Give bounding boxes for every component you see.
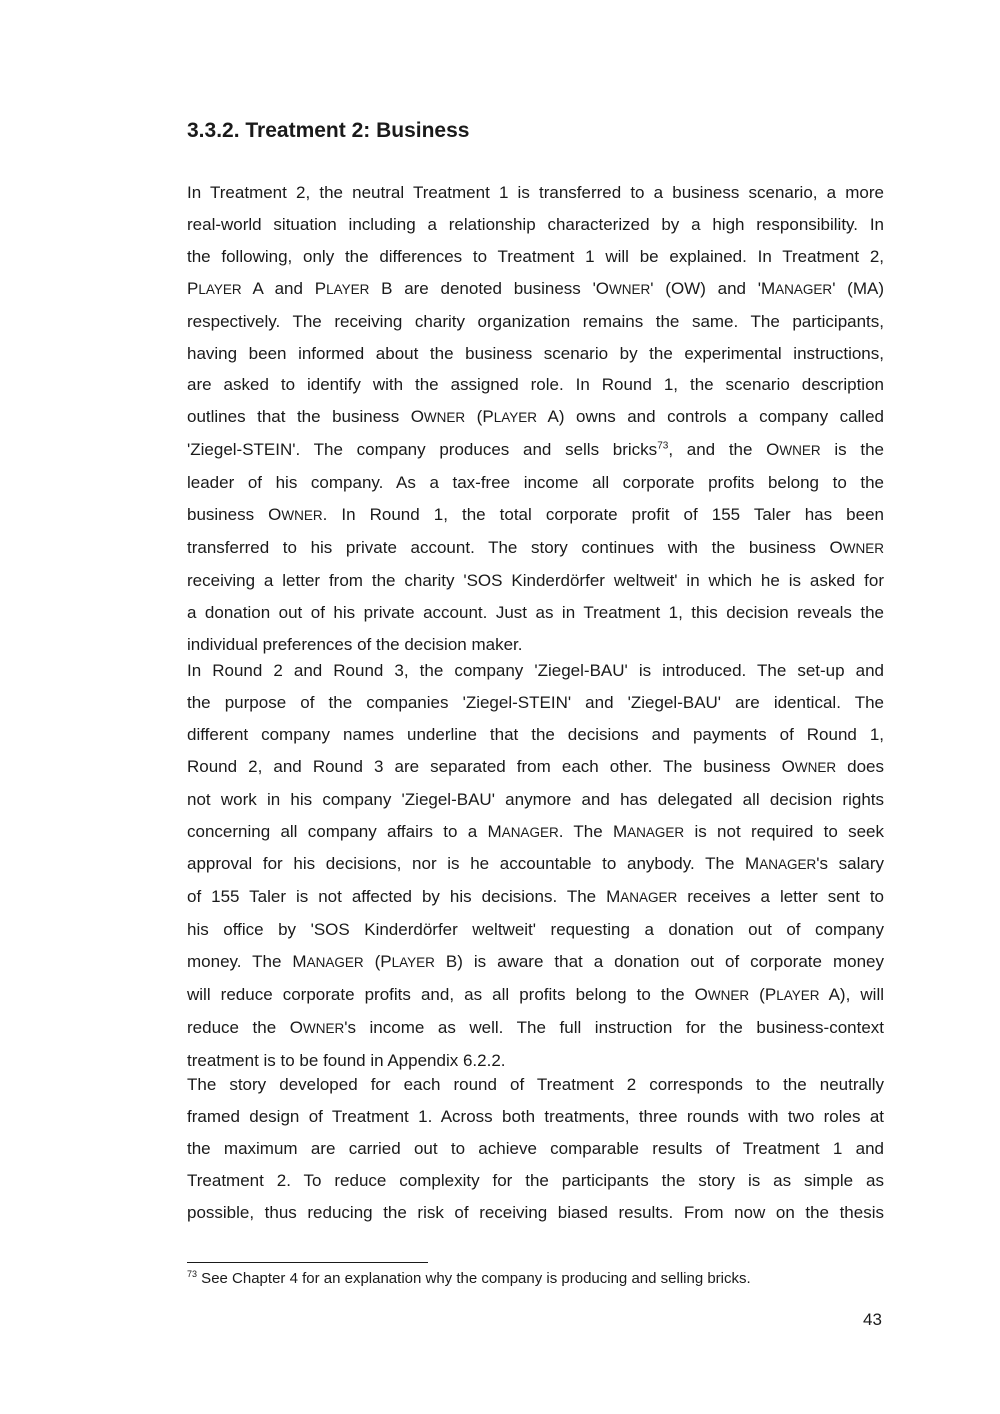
text-line: receiving a letter from the charity 'SOS Kinderdörfer weltweit' in which he is asked for [187, 570, 884, 590]
text-line: his office by 'SOS Kinderdörfer weltweit' requesting a donation out of company [187, 920, 884, 940]
text-line: PLAYER A and PLAYER B are denoted business 'OWNER' (OW) and 'MANAGER' (MA) [187, 278, 885, 298]
page-number: 43 [863, 1310, 882, 1329]
text-line: concerning all company affairs to a MANAGER. The MANAGER is not required to seek [187, 821, 884, 841]
paragraph [187, 177, 884, 661]
text-line: will reduce corporate profits and, as all profits belong to the OWNER (PLAYER A), will [187, 985, 884, 1005]
section-heading: 3.3.2. Treatment 2: Business [187, 119, 470, 142]
text-line: approval for his decisions, nor is he accountable to anybody. The MANAGER's salary [187, 854, 884, 874]
text-line: 'Ziegel-STEIN'. The company produces and sells bricks$^{73}$, and the OWNER is the [187, 440, 884, 460]
text-line: the following, only the differences to Treatment 1 will be explained. In Treatment 2, [187, 246, 884, 266]
footnote [187, 1270, 751, 1287]
paragraph [187, 1069, 884, 1229]
text-line: of 155 Taler is not affected by his decisions. The MANAGER receives a letter sent to [187, 887, 884, 907]
text-line: leader of his company. As a tax-free income all corporate profits belong to the [187, 473, 884, 493]
text-line: reduce the OWNER's income as well. The full instruction for the business-context [187, 1017, 885, 1037]
text-line: money. The MANAGER (PLAYER B) is aware that a donation out of corporate money [187, 952, 884, 972]
text-line: framed design of Treatment 1. Across both treatments, three rounds with two roles at [187, 1106, 884, 1126]
text-line: treatment is to be found in Appendix 6.2.2. [187, 1050, 506, 1070]
text-line: In Treatment 2, the neutral Treatment 1 is transferred to a business scenario, a more [187, 183, 884, 202]
text-line: having been informed about the business scenario by the experimental instructions, [187, 343, 884, 363]
text-line: are asked to identify with the assigned role. In Round 1, the scenario description [187, 375, 884, 395]
text-line: the purpose of the companies 'Ziegel-STEIN' and 'Ziegel-BAU' are identical. The [187, 692, 884, 712]
text-line: not work in his company 'Ziegel-BAU' anymore and has delegated all decision rights [187, 789, 884, 809]
footnote-text: See Chapter 4 for an explanation why the company is producing and selling bricks. [197, 1270, 751, 1287]
text-line: respectively. The receiving charity organization remains the same. The participants, [187, 311, 884, 331]
text-line: Round 2, and Round 3 are separated from each other. The business OWNER does [187, 756, 885, 776]
text-line: The story developed for each round of Treatment 2 corresponds to the neutrally [187, 1075, 884, 1094]
text-line: different company names underline that the decisions and payments of Round 1, [187, 724, 884, 744]
text-line: the maximum are carried out to achieve comparable results of Treatment 1 and [187, 1138, 884, 1158]
paragraph [187, 655, 884, 1077]
text-line: In Round 2 and Round 3, the company 'Ziegel-BAU' is introduced. The set-up and [187, 661, 884, 680]
text-line: real-world situation including a relationship characterized by a high responsibility. In [187, 214, 884, 234]
text-line: transferred to his private account. The story continues with the business OWNER [187, 537, 884, 557]
text-line: individual preferences of the decision maker. [187, 634, 523, 654]
text-line: Treatment 2. To reduce complexity for the participants the story is as simple as [187, 1170, 884, 1190]
text-line: outlines that the business OWNER (PLAYER A) owns and controls a company called [187, 407, 884, 427]
text-line: business OWNER. In Round 1, the total corporate profit of 155 Taler has been [187, 505, 884, 525]
text-line: possible, thus reducing the risk of receiving biased results. From now on the thesis [187, 1202, 884, 1222]
footnote-marker: 73 [187, 1269, 198, 1279]
text-line: a donation out of his private account. Just as in Treatment 1, this decision reveals the [187, 602, 884, 622]
footnote-separator [187, 1262, 428, 1263]
